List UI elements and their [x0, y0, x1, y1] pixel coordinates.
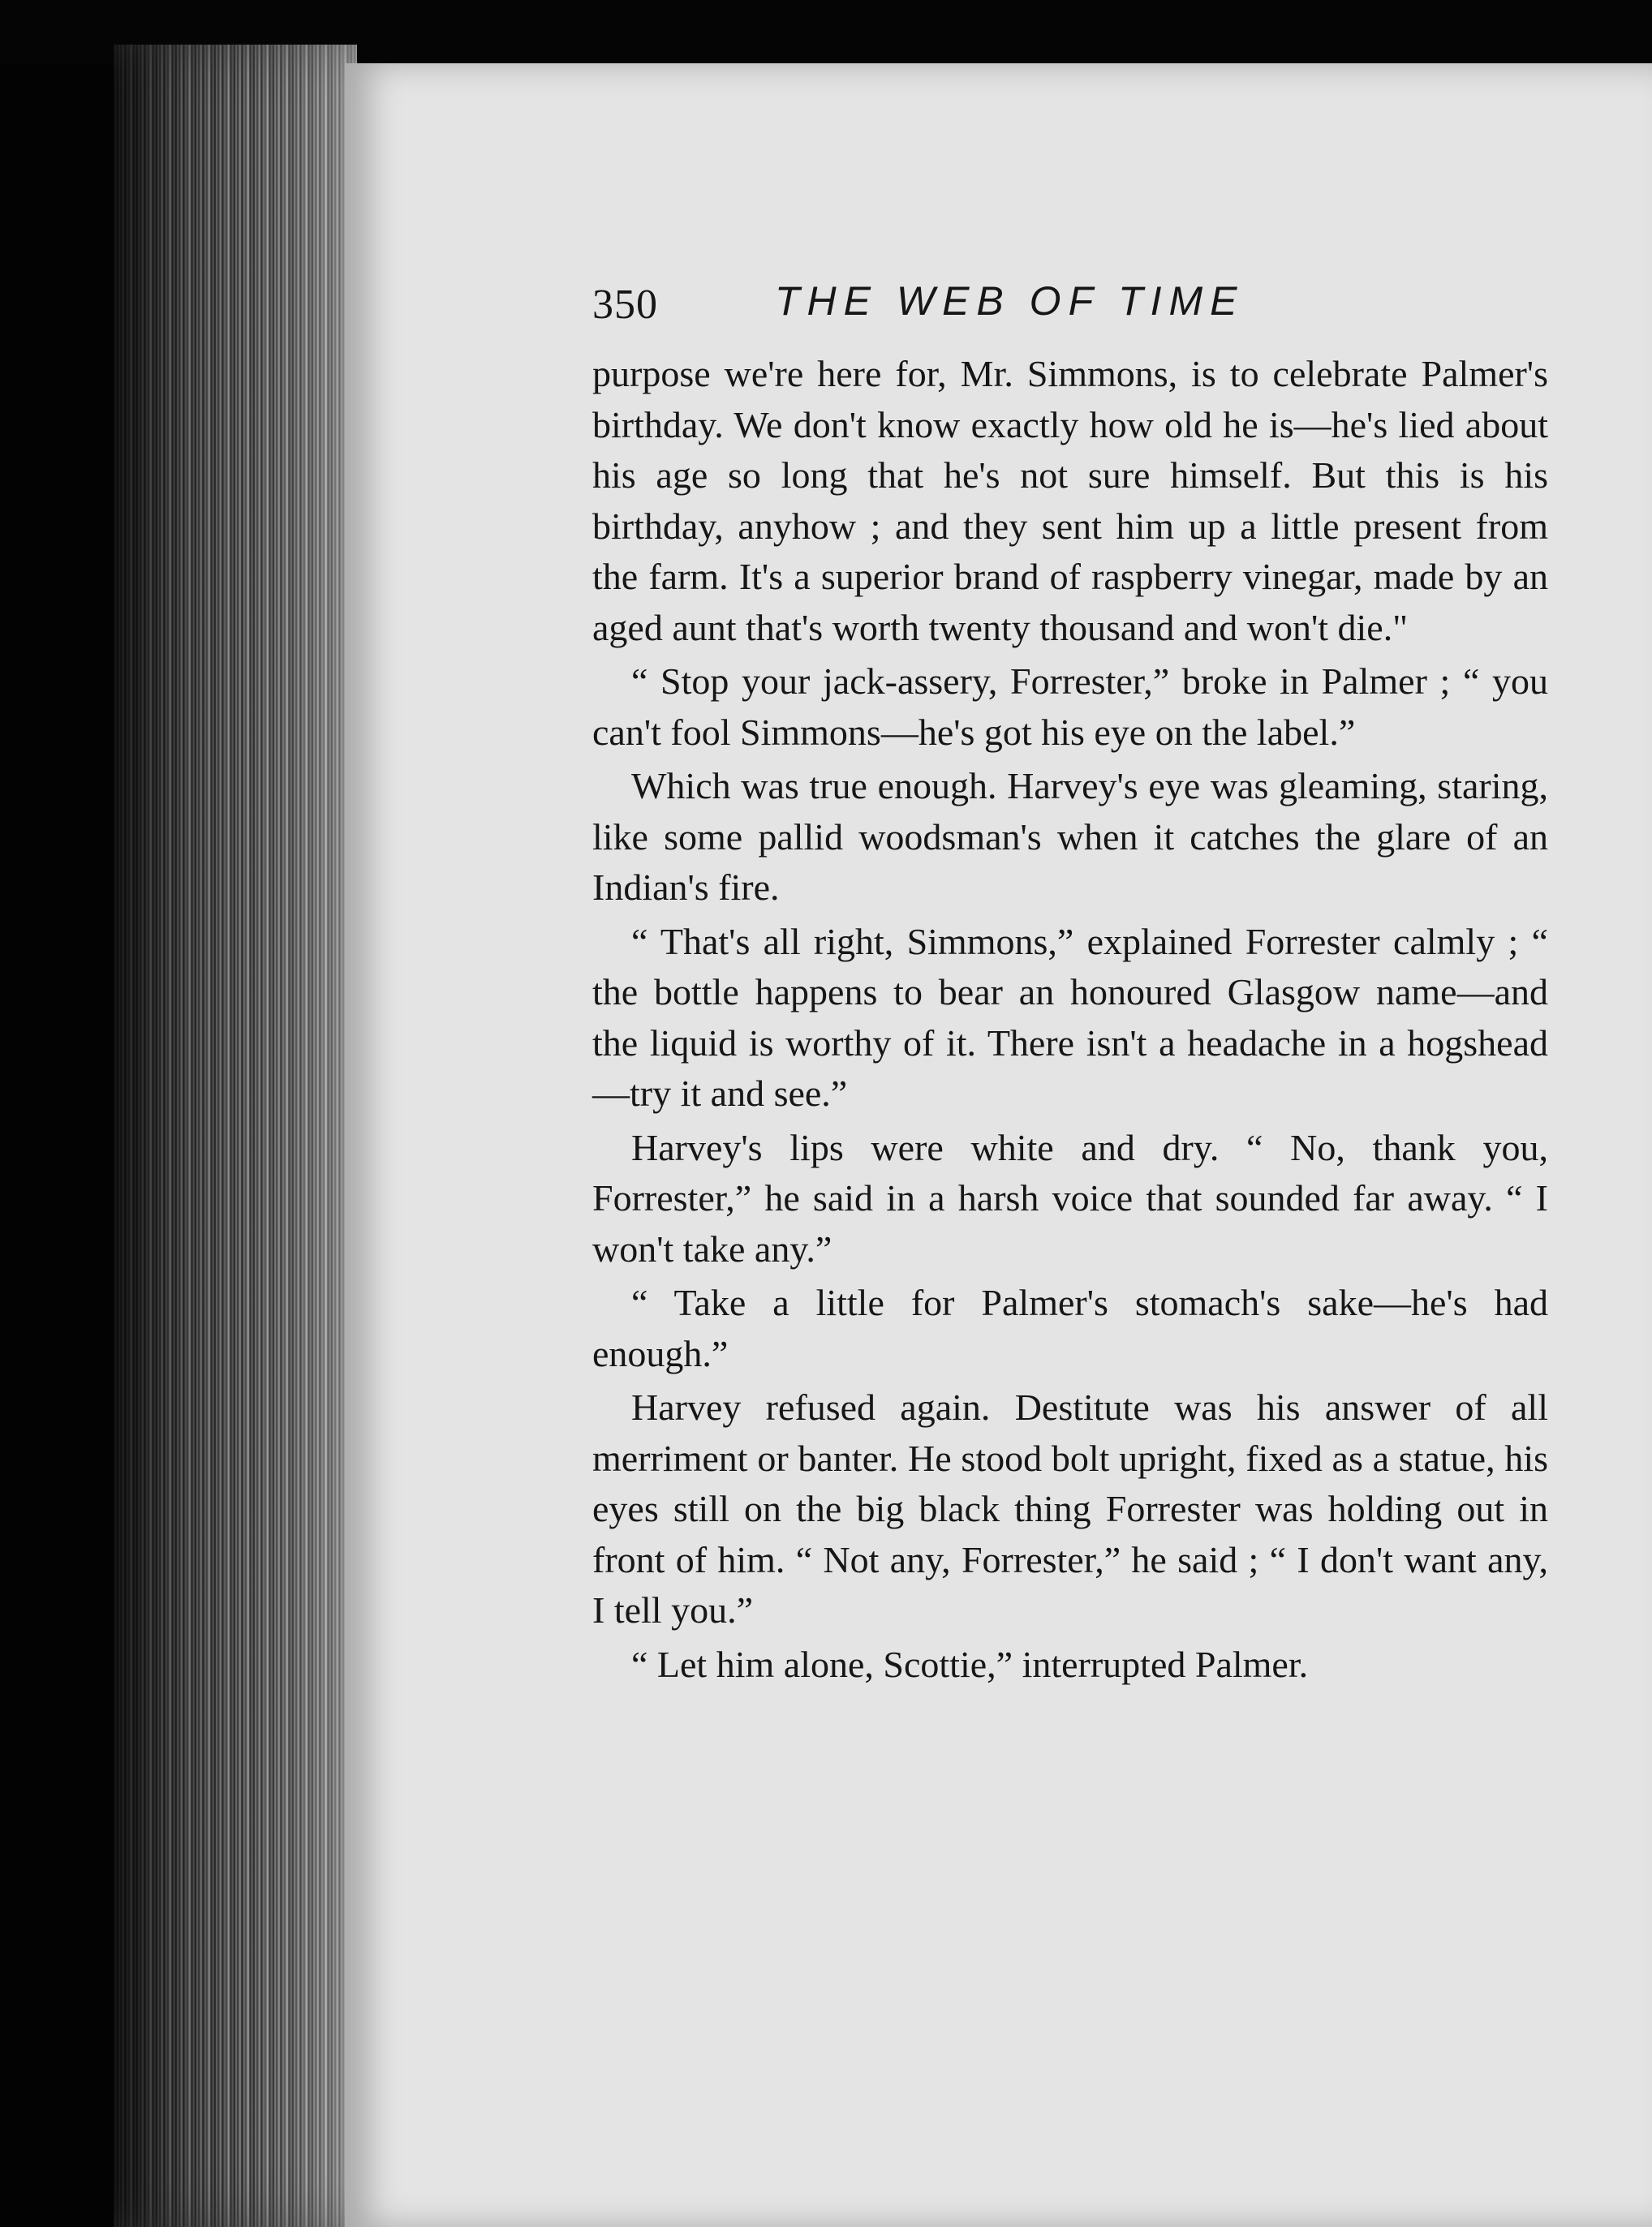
- book-title: THE WEB OF TIME: [775, 278, 1245, 324]
- paragraph: purpose we're here for, Mr. Simmons, is to celebrate Palmer's birthday. We don't know exactly how old he is—he's lied about his age so long that he's not sure himself. But this is his birthday, anyhow ; and they sent him up a little present from the farm. It's a superior brand of raspberry vinegar, made by an aged aunt that's worth twenty thousand and won't die.": [592, 353, 1548, 648]
- paragraph: Harvey's lips were white and dry. “ No, thank you, Forrester,” he said in a harsh voice that sounded far away. “ I won't take any.”: [592, 1126, 1548, 1270]
- book-page-edges: [114, 45, 357, 2227]
- running-head: [592, 278, 1550, 346]
- paragraph: Harvey refused again. Destitute was his answer of all merriment or banter. He stood bolt upright, fixed as a statue, his eyes still on the big black thing Forrester was holding out in front of him. “ Not any, Forrester,” he said ; “ I don't want any, I tell you.”: [592, 1387, 1548, 1631]
- paragraph: “ Let him alone, Scottie,” interrupted Palmer.: [631, 1643, 1309, 1685]
- paper-page: [345, 63, 1652, 2227]
- paragraph: “ That's all right, Simmons,” explained Forrester calmly ; “ the bottle happens to bear an honoured Glasgow name—and the liquid is worthy of it. There isn't a headache in a hogshead—try it and see.”: [592, 920, 1548, 1114]
- paragraph: “ Take a little for Palmer's stomach's sake—he's had enough.”: [592, 1282, 1548, 1374]
- paragraph: “ Stop your jack-assery, Forrester,” broke in Palmer ; “ you can't fool Simmons—he's got his eye on the label.”: [592, 660, 1548, 753]
- page-content: [592, 278, 1652, 1693]
- page-number: 350: [592, 282, 658, 328]
- paragraph: Which was true enough. Harvey's eye was gleaming, staring, like some pallid woodsman's when it catches the glare of an Indian's fire.: [592, 765, 1548, 908]
- body-text: [592, 349, 1548, 1690]
